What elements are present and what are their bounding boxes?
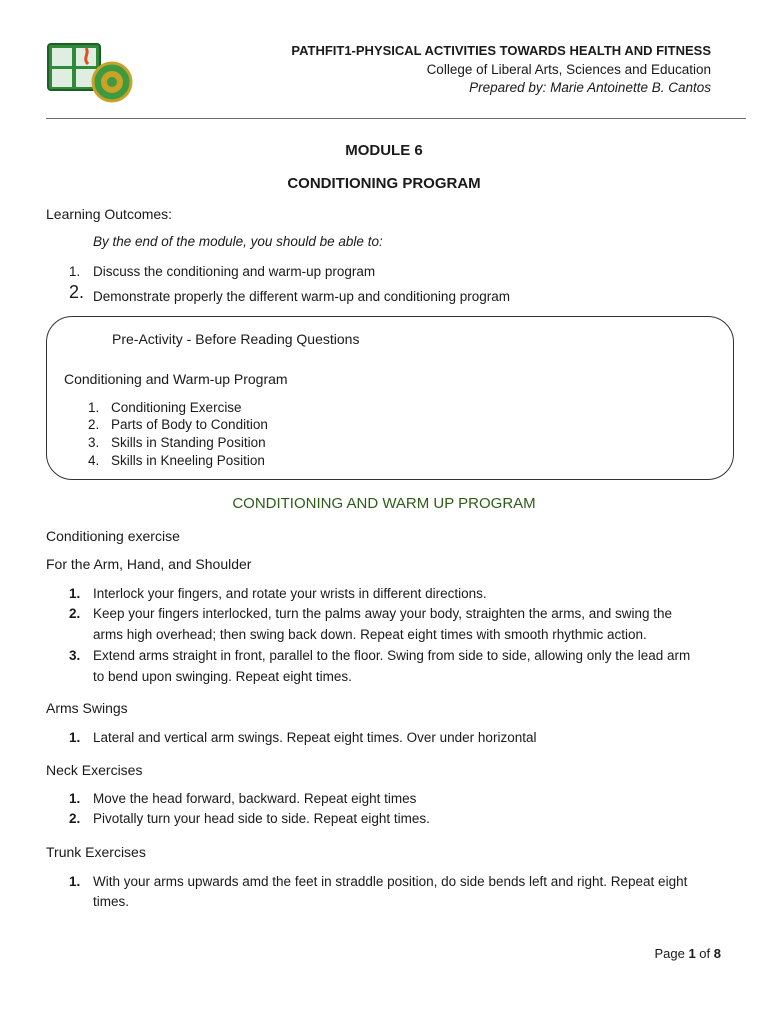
pre-activity-title: Pre-Activity - Before Reading Questions — [112, 331, 360, 347]
list-number: 2. — [69, 811, 81, 826]
of-label: of — [699, 946, 711, 961]
list-text: Move the head forward, backward. Repeat eight times — [93, 791, 417, 806]
list-text: Extend arms straight in front, parallel to the floor. Swing from side to side, allowing only the lead arm — [93, 648, 691, 663]
prepared-by: Prepared by: Marie Antoinette B. Cantos — [469, 80, 711, 95]
list-number: 2. — [69, 606, 81, 621]
college-logo-graphic — [46, 42, 138, 104]
list-text-continued: to bend upon swinging. Repeat eight times. — [93, 669, 352, 684]
list-text: Conditioning Exercise — [111, 400, 242, 415]
list-number: 3. — [88, 435, 100, 450]
list-text: Demonstrate properly the different warm-up and conditioning program — [93, 289, 510, 304]
list-number: 4. — [88, 453, 100, 468]
pre-activity-subtitle: Conditioning and Warm-up Program — [64, 371, 288, 387]
list-text-continued: times. — [93, 894, 130, 909]
arm-swings-heading: Arms Swings — [46, 700, 128, 716]
list-text: Pivotally turn your head side to side. Repeat eight times. — [93, 811, 430, 826]
list-text: Lateral and vertical arm swings. Repeat eight times. Over under horizontal — [93, 730, 537, 745]
conditioning-heading: Conditioning exercise — [46, 528, 180, 544]
college-name: College of Liberal Arts, Sciences and Education — [426, 62, 711, 77]
neck-exercises-heading: Neck Exercises — [46, 762, 143, 778]
header-divider — [46, 118, 746, 119]
arm-hand-shoulder-heading: For the Arm, Hand, and Shoulder — [46, 556, 252, 572]
list-text: Parts of Body to Condition — [111, 417, 268, 432]
list-number: 1. — [69, 730, 81, 745]
list-text: Skills in Kneeling Position — [111, 453, 265, 468]
page-label: Page — [654, 946, 685, 961]
page-total: 8 — [713, 946, 721, 961]
list-text-continued: arms high overhead; then swing back down. Repeat eight times with smooth rhythmic action. — [93, 627, 647, 642]
list-number: 1. — [69, 791, 81, 806]
module-subtitle: CONDITIONING PROGRAM — [287, 175, 481, 192]
list-text: Interlock your fingers, and rotate your wrists in different directions. — [93, 586, 487, 601]
trunk-exercises-heading: Trunk Exercises — [46, 844, 146, 860]
list-number: 1. — [69, 874, 81, 889]
list-number: 3. — [69, 648, 81, 663]
list-text: Skills in Standing Position — [111, 435, 266, 450]
section-title: CONDITIONING AND WARM UP PROGRAM — [232, 495, 536, 512]
list-text: With your arms upwards amd the feet in straddle position, do side bends left and right. Repeat eight — [93, 874, 688, 889]
college-logo — [46, 42, 138, 104]
module-title: MODULE 6 — [345, 142, 423, 159]
learning-outcomes-intro: By the end of the module, you should be able to: — [93, 234, 383, 249]
list-text: Discuss the conditioning and warm-up program — [93, 264, 376, 279]
list-text: Keep your fingers interlocked, turn the palms away your body, straighten the arms, and swing the — [93, 606, 673, 621]
learning-outcomes-heading: Learning Outcomes: — [46, 206, 173, 222]
list-number: 1. — [69, 586, 81, 601]
list-number: 2. — [88, 417, 100, 432]
list-number: 1. — [88, 400, 100, 415]
list-number: 2. — [69, 282, 85, 302]
page-number — [654, 946, 721, 961]
course-title: PATHFIT1-PHYSICAL ACTIVITIES TOWARDS HEALTH AND FITNESS — [291, 43, 711, 58]
page-current: 1 — [688, 946, 696, 961]
list-number: 1. — [69, 264, 81, 279]
